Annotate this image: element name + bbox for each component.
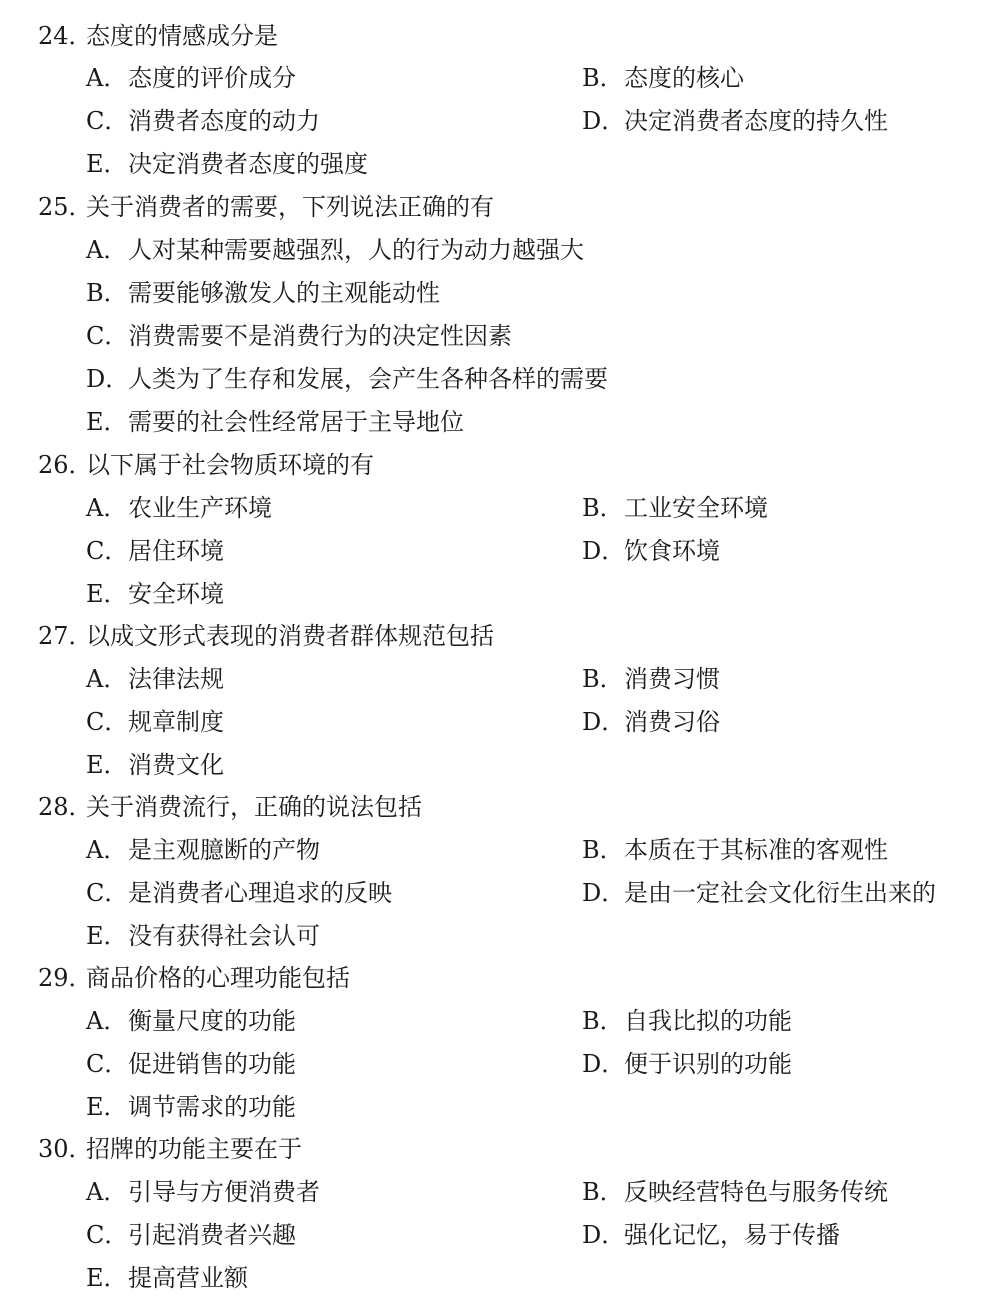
option-b — [582, 1000, 792, 1043]
option-text: 规章制度 — [128, 708, 224, 736]
option-row — [0, 744, 1000, 787]
option-letter: C． — [86, 879, 129, 907]
question-number: 26． — [38, 451, 93, 479]
option-b — [582, 1171, 888, 1214]
option-row — [0, 829, 1000, 872]
option-d — [582, 701, 720, 744]
option-e — [86, 1086, 296, 1129]
option-d — [582, 872, 936, 915]
question-text: 态度的情感成分是 — [86, 22, 278, 50]
option-c — [86, 701, 224, 744]
option-text: 消费需要不是消费行为的决定性因素 — [128, 322, 512, 350]
question-text: 以成文形式表现的消费者群体规范包括 — [86, 622, 494, 650]
option-row — [0, 143, 1000, 186]
option-text: 引起消费者兴趣 — [128, 1221, 296, 1249]
option-row — [0, 1086, 1000, 1129]
question-24-stem — [0, 15, 1000, 58]
option-letter: C． — [86, 708, 129, 736]
option-row — [0, 1171, 1000, 1214]
option-letter: E． — [86, 408, 128, 436]
option-letter: E． — [86, 751, 128, 779]
question-28-stem — [0, 786, 1000, 829]
question-text: 以下属于社会物质环境的有 — [86, 451, 374, 479]
option-b — [582, 57, 744, 100]
question-29-stem — [0, 957, 1000, 1000]
question-26-stem — [0, 444, 1000, 487]
option-row — [0, 1000, 1000, 1043]
question-text: 关于消费者的需要，下列说法正确的有 — [86, 193, 494, 221]
option-text: 消费习俗 — [624, 708, 720, 736]
question-text: 招牌的功能主要在于 — [86, 1135, 302, 1163]
option-letter: A． — [86, 665, 128, 693]
option-letter: E． — [86, 150, 128, 178]
question-number: 29． — [38, 964, 93, 992]
question-number: 24． — [38, 22, 93, 50]
option-row — [0, 915, 1000, 958]
option-row — [0, 401, 1000, 444]
option-letter: A． — [86, 1178, 128, 1206]
option-d — [86, 358, 608, 401]
option-text: 决定消费者态度的持久性 — [624, 107, 888, 135]
option-text: 人类为了生存和发展，会产生各种各样的需要 — [128, 365, 608, 393]
option-letter: B． — [582, 665, 624, 693]
option-d — [582, 100, 888, 143]
option-text: 自我比拟的功能 — [624, 1007, 792, 1035]
option-letter: A． — [86, 236, 128, 264]
option-text: 是由一定社会文化衍生出来的 — [624, 879, 936, 907]
option-text: 本质在于其标准的客观性 — [624, 836, 888, 864]
option-row — [0, 658, 1000, 701]
option-row — [0, 487, 1000, 530]
option-letter: C． — [86, 1221, 129, 1249]
option-c — [86, 315, 512, 358]
option-row — [0, 272, 1000, 315]
question-27-stem — [0, 615, 1000, 658]
option-a — [86, 658, 224, 701]
option-letter: B． — [582, 64, 624, 92]
option-text: 便于识别的功能 — [624, 1050, 792, 1078]
option-text: 需要的社会性经常居于主导地位 — [128, 408, 464, 436]
option-letter: E． — [86, 922, 128, 950]
option-letter: A． — [86, 836, 128, 864]
option-row — [0, 1257, 1000, 1300]
option-e — [86, 573, 224, 616]
option-letter: D． — [582, 537, 626, 565]
option-text: 法律法规 — [128, 665, 224, 693]
option-letter: D． — [582, 1050, 626, 1078]
option-letter: B． — [582, 1178, 624, 1206]
option-text: 调节需求的功能 — [128, 1093, 296, 1121]
question-25-stem — [0, 186, 1000, 229]
option-text: 促进销售的功能 — [128, 1050, 296, 1078]
option-letter: A． — [86, 64, 128, 92]
question-text: 关于消费流行，正确的说法包括 — [86, 793, 422, 821]
option-text: 强化记忆，易于传播 — [624, 1221, 840, 1249]
option-letter: D． — [582, 879, 626, 907]
option-letter: E． — [86, 1264, 128, 1292]
question-number: 28． — [38, 793, 93, 821]
option-letter: B． — [582, 1007, 624, 1035]
option-letter: A． — [86, 494, 128, 522]
option-letter: E． — [86, 580, 128, 608]
question-text: 商品价格的心理功能包括 — [86, 964, 350, 992]
option-e — [86, 1257, 248, 1300]
option-b — [86, 272, 440, 315]
option-e — [86, 915, 320, 958]
option-letter: C． — [86, 107, 129, 135]
option-text: 反映经营特色与服务传统 — [624, 1178, 888, 1206]
option-letter: C． — [86, 537, 129, 565]
option-e — [86, 744, 224, 787]
option-text: 农业生产环境 — [128, 494, 272, 522]
option-e — [86, 143, 368, 186]
option-text: 消费文化 — [128, 751, 224, 779]
option-text: 衡量尺度的功能 — [128, 1007, 296, 1035]
option-a — [86, 1000, 296, 1043]
option-letter: D． — [86, 365, 130, 393]
option-row — [0, 1043, 1000, 1086]
option-text: 引导与方便消费者 — [128, 1178, 320, 1206]
option-c — [86, 1043, 296, 1086]
question-number: 25． — [38, 193, 93, 221]
option-text: 态度的评价成分 — [128, 64, 296, 92]
option-letter: C． — [86, 1050, 129, 1078]
question-number: 30． — [38, 1135, 93, 1163]
option-row — [0, 872, 1000, 915]
option-letter: D． — [582, 708, 626, 736]
option-b — [582, 658, 720, 701]
option-row — [0, 100, 1000, 143]
option-row — [0, 701, 1000, 744]
option-row — [0, 1214, 1000, 1257]
option-a — [86, 829, 320, 872]
option-row — [0, 229, 1000, 272]
option-text: 消费习惯 — [624, 665, 720, 693]
option-text: 居住环境 — [128, 537, 224, 565]
option-text: 提高营业额 — [128, 1264, 248, 1292]
option-text: 饮食环境 — [624, 537, 720, 565]
question-number: 27． — [38, 622, 93, 650]
option-row — [0, 57, 1000, 100]
option-a — [86, 1171, 320, 1214]
option-c — [86, 530, 224, 573]
option-text: 态度的核心 — [624, 64, 744, 92]
option-a — [86, 57, 296, 100]
question-30-stem — [0, 1128, 1000, 1171]
option-letter: D． — [582, 107, 626, 135]
option-letter: A． — [86, 1007, 128, 1035]
option-d — [582, 1043, 792, 1086]
option-d — [582, 1214, 840, 1257]
option-text: 人对某种需要越强烈，人的行为动力越强大 — [128, 236, 584, 264]
option-e — [86, 401, 464, 444]
option-text: 是消费者心理追求的反映 — [128, 879, 392, 907]
option-letter: B． — [582, 836, 624, 864]
option-a — [86, 487, 272, 530]
option-b — [582, 487, 768, 530]
option-letter: C． — [86, 322, 129, 350]
option-letter: B． — [582, 494, 624, 522]
option-a — [86, 229, 584, 272]
option-letter: E． — [86, 1093, 128, 1121]
option-c — [86, 100, 320, 143]
option-letter: B． — [86, 279, 128, 307]
option-row — [0, 573, 1000, 616]
option-text: 需要能够激发人的主观能动性 — [128, 279, 440, 307]
option-row — [0, 315, 1000, 358]
option-text: 是主观臆断的产物 — [128, 836, 320, 864]
option-row — [0, 530, 1000, 573]
option-text: 决定消费者态度的强度 — [128, 150, 368, 178]
option-text: 消费者态度的动力 — [128, 107, 320, 135]
option-c — [86, 872, 392, 915]
option-text: 安全环境 — [128, 580, 224, 608]
option-row — [0, 358, 1000, 401]
option-letter: D． — [582, 1221, 626, 1249]
option-c — [86, 1214, 296, 1257]
option-text: 工业安全环境 — [624, 494, 768, 522]
option-b — [582, 829, 888, 872]
option-text: 没有获得社会认可 — [128, 922, 320, 950]
option-d — [582, 530, 720, 573]
